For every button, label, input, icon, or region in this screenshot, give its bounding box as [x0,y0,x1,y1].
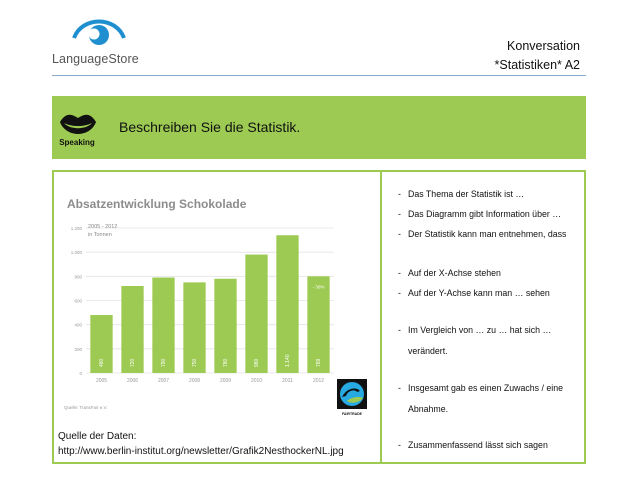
phrase-continuation: Abnahme. [408,404,449,414]
list-dash: - [398,229,401,239]
y-tick-label: 600 [74,298,82,304]
task-title: Beschreiben Sie die Statistik. [119,119,301,135]
y-tick-label: 400 [74,322,82,328]
x-tick-label: 2009 [219,378,232,384]
bar [276,235,298,373]
list-dash: - [398,189,401,199]
phrase-item [398,284,550,303]
phrase-item [398,185,524,204]
phrase-item [398,264,501,283]
header-line-2: *Statistiken* A2 [494,58,580,72]
list-dash: - [398,440,401,450]
content-divider [380,170,382,464]
x-tick-label: 2007 [157,378,170,384]
phrase-text: Das Thema der Statistik ist … [408,189,525,199]
chart-subtitle-line-2: in Tonnen [88,232,112,238]
phrase-text: Der Statistik kann man entnehmen, dass [408,229,567,239]
y-tick-label: 1.200 [70,226,82,231]
bar-value-label: 789 [315,358,322,367]
bar [245,255,267,373]
y-tick-label: 1.000 [70,250,82,256]
chart-panel [60,183,372,419]
bar-value-label: 480 [98,358,105,367]
y-tick-label: 0 [79,371,82,376]
x-tick-label: 2011 [282,378,293,384]
phrase-item [398,321,551,340]
chart-subtitle [88,223,117,239]
chart-source: Quelle: TransFair e.V. [64,405,108,410]
phrase-item [398,205,561,224]
data-source [58,429,344,459]
phrase-text: Im Vergleich von … zu … hat sich … [408,325,552,335]
list-dash: - [398,288,401,298]
phrase-text: Insgesamt gab es einen Zuwachs / eine [408,383,564,393]
fairtrade-label: FAIRTRADE [341,412,363,416]
y-tick-label: 800 [74,274,82,280]
list-dash: - [398,268,401,278]
chart-annotation: - 30% [312,284,325,290]
bar-value-label: 1.140 [284,354,291,367]
phrase-item [398,225,566,244]
data-source-label: Quelle der Daten: [58,431,137,442]
speaking-label: Speaking [59,138,95,147]
header-line-1: Konversation [507,39,580,53]
language-store-logo[interactable] [52,18,162,68]
phrase-text: Das Diagramm gibt Information über … [408,209,562,219]
phrase-text: Zusammenfassend lässt sich sagen [408,440,548,450]
phrase-item [398,436,548,455]
bar-value-label: 980 [253,358,260,367]
chart-subtitle-line-1: 2005 - 2012 [88,224,118,230]
y-tick-label: 200 [74,346,82,352]
logo-text: LanguageStore [52,52,139,66]
bar-value-label: 720 [129,358,136,367]
x-tick-label: 2012 [312,378,325,384]
header-divider [52,75,586,76]
bar-chart [60,183,372,419]
list-dash: - [398,209,401,219]
x-tick-label: 2010 [250,378,263,384]
bar-value-label: 750 [191,358,198,367]
list-dash: - [398,383,401,393]
bar [307,276,329,373]
phrase-text: Auf der X-Achse stehen [408,268,501,278]
bar-value-label: 790 [160,358,167,367]
header-title [495,37,580,75]
bar-value-label: 780 [222,358,229,367]
x-tick-label: 2005 [95,378,108,384]
data-source-url[interactable]: http://www.berlin-institut.org/newsletter/Grafik2NesthockerNL.jpg [58,446,344,457]
task-banner [52,96,586,159]
x-tick-label: 2008 [188,378,201,384]
x-tick-label: 2006 [126,378,139,384]
chart-title: Absatzentwicklung Schokolade [67,197,247,211]
phrase-item [398,379,563,398]
eye-logo-icon [70,18,128,50]
phrase-text: Auf der Y-Achse kann man … sehen [408,288,550,298]
phrase-continuation: verändert. [408,346,448,356]
list-dash: - [398,325,401,335]
